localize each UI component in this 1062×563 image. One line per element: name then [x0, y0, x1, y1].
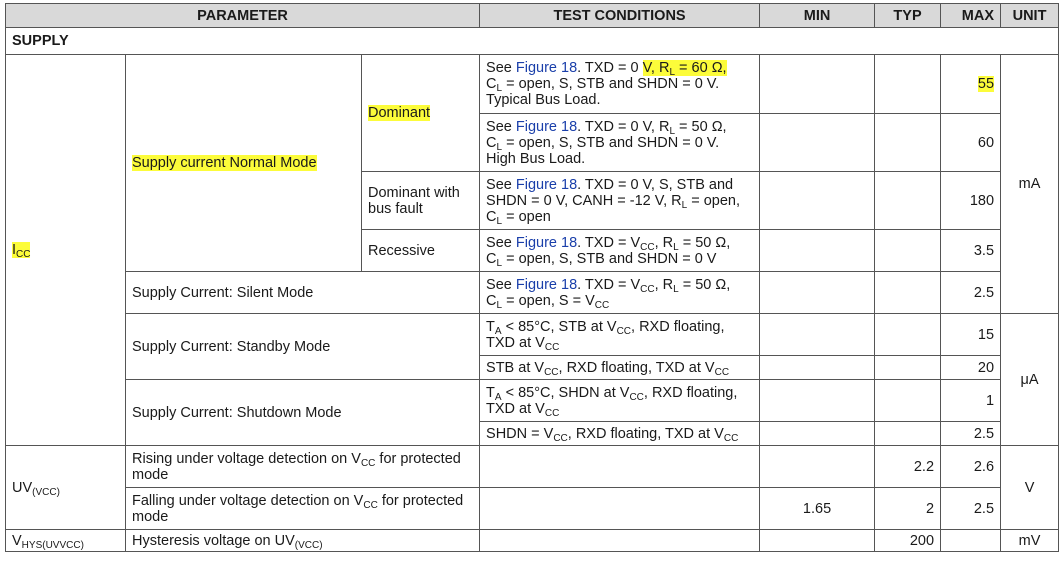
test-condition	[480, 446, 760, 488]
typ-cell	[875, 172, 941, 230]
header-min: MIN	[760, 4, 875, 28]
max-cell: 3.5	[941, 230, 1001, 272]
max-cell: 60	[941, 114, 1001, 172]
header-max: MAX	[941, 4, 1001, 28]
max-cell: 2.6	[941, 446, 1001, 488]
typ-cell: 2	[875, 488, 941, 530]
max-cell: 2.5	[941, 422, 1001, 446]
standby-mode-label: Supply Current: Standby Mode	[126, 314, 480, 380]
typ-cell	[875, 230, 941, 272]
min-cell	[760, 114, 875, 172]
typ-cell	[875, 55, 941, 114]
test-condition: See Figure 18. TXD = 0 V, $R_L = 60$ Ω, $C_L$ = open, S, STB and SHDN = 0 V. Typical Bus Load.	[480, 55, 760, 114]
unit-ua: μA	[1001, 314, 1059, 446]
test-condition: STB at $V_{CC}$, RXD floating, TXD at $V_{CC}$	[480, 356, 760, 380]
max-cell: 20	[941, 356, 1001, 380]
header-parameter: PARAMETER	[6, 4, 480, 28]
typ-cell	[875, 422, 941, 446]
typ-cell	[875, 356, 941, 380]
test-condition: SHDN = $V_{CC}$, RXD floating, TXD at $V_{CC}$	[480, 422, 760, 446]
header-typ: TYP	[875, 4, 941, 28]
min-cell	[760, 356, 875, 380]
header-row	[6, 4, 1059, 28]
typ-cell	[875, 314, 941, 356]
min-cell	[760, 55, 875, 114]
max-cell: 2.5	[941, 488, 1001, 530]
unit-mv: mV	[1001, 530, 1059, 552]
figure-link[interactable]: Figure 18	[515, 118, 578, 135]
test-condition: See Figure 18. TXD = $V_{CC}$, $R_L = 50$ Ω, $C_L$ = open, S, STB and SHDN = 0 V	[480, 230, 760, 272]
figure-link[interactable]: Figure 18	[515, 176, 578, 193]
test-condition: $T_A < 85^\circ C$, STB at $V_{CC}$, RXD floating, TXD at $V_{CC}$	[480, 314, 760, 356]
max-cell	[941, 530, 1001, 552]
unit-v: V	[1001, 446, 1059, 530]
table-row	[6, 530, 1059, 552]
min-cell	[760, 230, 875, 272]
min-cell	[760, 530, 875, 552]
section-row	[6, 28, 1059, 55]
min-cell	[760, 422, 875, 446]
table-row	[6, 488, 1059, 530]
section-supply: SUPPLY	[6, 28, 1059, 55]
typ-cell	[875, 380, 941, 422]
recessive-label: Recessive	[362, 230, 480, 272]
dominant-label	[362, 55, 480, 172]
header-unit: UNIT	[1001, 4, 1059, 28]
uv-symbol: $UV_{(VCC)}$	[6, 446, 126, 530]
max-cell	[941, 55, 1001, 114]
hys-symbol: $V_{HYS(UVVCC)}$	[6, 530, 126, 552]
icc-symbol-highlight	[12, 242, 30, 258]
figure-link[interactable]: Figure 18	[515, 276, 578, 293]
typ-cell: 2.2	[875, 446, 941, 488]
hys-label: Hysteresis voltage on $UV_{(VCC)}$	[126, 530, 480, 552]
normal-mode-text: Supply current Normal Mode	[132, 155, 317, 171]
typ-cell	[875, 114, 941, 172]
min-cell	[760, 446, 875, 488]
min-cell: 1.65	[760, 488, 875, 530]
max-value: 55	[977, 76, 995, 92]
max-cell: 180	[941, 172, 1001, 230]
test-condition: See Figure 18. TXD = 0 V, S, STB and SHDN = 0 V, CANH = -12 V, $R_L$ = open, $C_L$ = open	[480, 172, 760, 230]
min-cell	[760, 172, 875, 230]
header-test-conditions: TEST CONDITIONS	[480, 4, 760, 28]
icc-symbol	[6, 55, 126, 446]
table-row	[6, 55, 1059, 114]
dominant-text: Dominant	[368, 105, 431, 121]
uv-rising-label: Rising under voltage detection on $V_{CC}$ for protected mode	[126, 446, 480, 488]
table-row	[6, 380, 1059, 422]
max-cell: 2.5	[941, 272, 1001, 314]
icc-sym-sub: CC	[16, 249, 31, 260]
min-cell	[760, 314, 875, 356]
normal-mode-label	[126, 55, 362, 272]
typ-cell: 200	[875, 530, 941, 552]
spec-table	[5, 3, 1059, 552]
table-row	[6, 272, 1059, 314]
max-cell: 1	[941, 380, 1001, 422]
dominant-fault-label: Dominant with bus fault	[362, 172, 480, 230]
table-row	[6, 446, 1059, 488]
table-row	[6, 314, 1059, 356]
typ-cell	[875, 272, 941, 314]
uv-falling-label: Falling under voltage detection on $V_{CC}$ for protected mode	[126, 488, 480, 530]
min-cell	[760, 380, 875, 422]
max-cell: 15	[941, 314, 1001, 356]
figure-link[interactable]: Figure 18	[515, 60, 578, 76]
min-cell	[760, 272, 875, 314]
test-condition	[480, 488, 760, 530]
test-condition: See Figure 18. TXD = 0 V, $R_L = 50$ Ω, $C_L$ = open, S, STB and SHDN = 0 V. High Bus Load.	[480, 114, 760, 172]
test-condition: $T_A < 85^\circ C$, SHDN at $V_{CC}$, RXD floating, TXD at $V_{CC}$	[480, 380, 760, 422]
icc-sym-text: I	[12, 242, 17, 258]
shutdown-mode-label: Supply Current: Shutdown Mode	[126, 380, 480, 446]
test-condition: See Figure 18. TXD = $V_{CC}$, $R_L = 50$ Ω, $C_L$ = open, $S = V_{CC}$	[480, 272, 760, 314]
unit-ma: mA	[1001, 55, 1059, 314]
test-condition	[480, 530, 760, 552]
silent-mode-label: Supply Current: Silent Mode	[126, 272, 480, 314]
figure-link[interactable]: Figure 18	[515, 234, 578, 251]
